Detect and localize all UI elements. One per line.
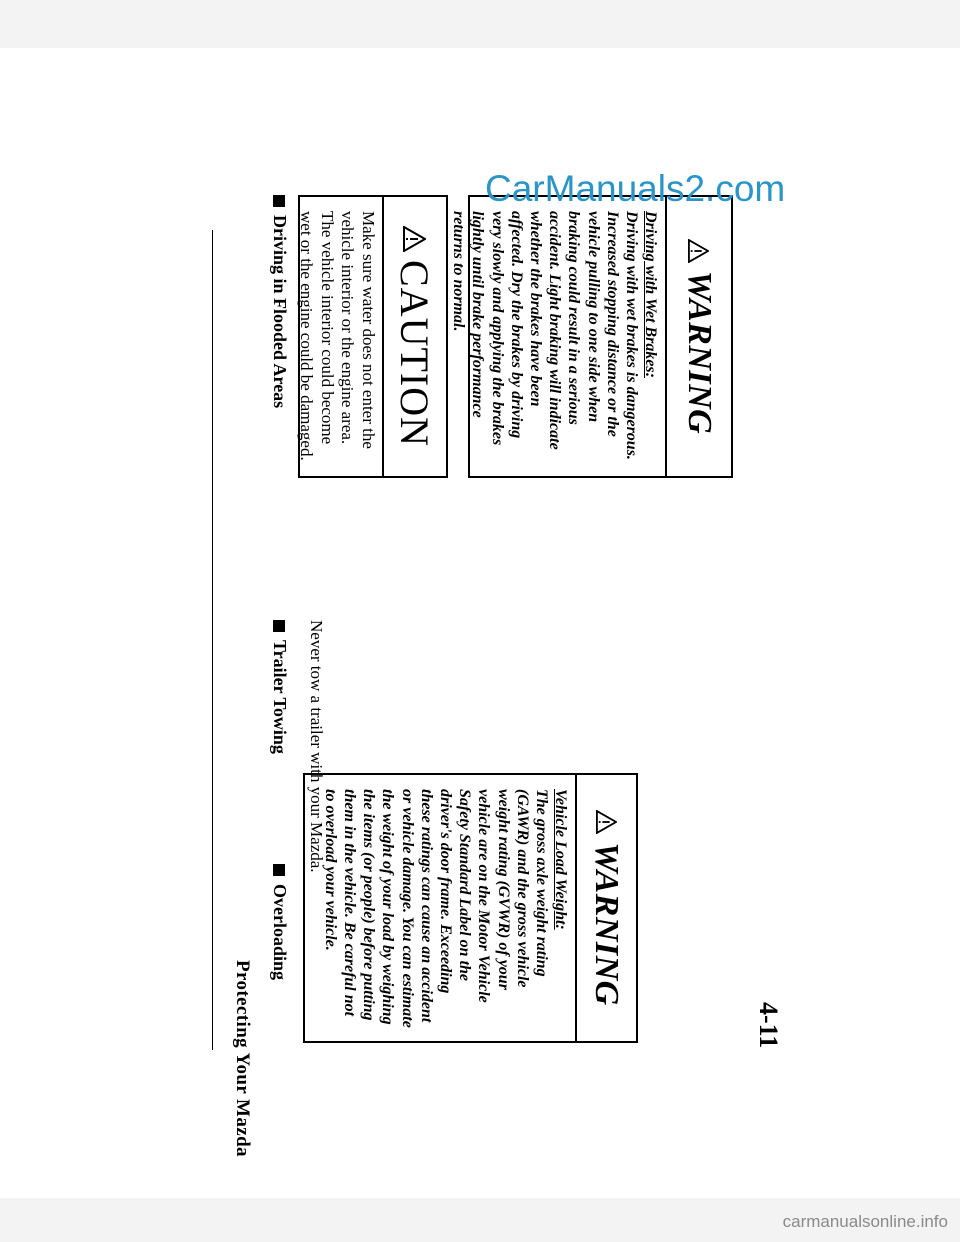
header-rule	[212, 230, 213, 1050]
warning-triangle-icon	[404, 226, 427, 252]
warning-box-wet-brakes	[450, 195, 733, 478]
warning-text-load-weight: The gross axle weight rating (GAWR) and the gross vehicle weight rating (GVWR) of your vehicle are on the Motor Vehicle Safety Standard Label on the driver's door frame. Exceeding these ratings can cause an accident or vehicle damage. You can estimate the weight of your load by weighing the items (or people) before putting them in the vehicle. Be careful not to overload your vehicle.	[321, 789, 550, 1028]
caution-title: CAUTION	[392, 260, 438, 447]
warning-subtitle-load-weight: Vehicle Load Weight:	[552, 789, 569, 930]
warning-body-wet-brakes	[449, 211, 660, 466]
section-heading-trailer-text: Trailer Towing	[270, 640, 290, 754]
warning-title-load-weight: WARNING	[588, 842, 626, 1006]
section-heading-trailer	[269, 620, 290, 754]
warning-body-load-weight	[321, 789, 570, 1031]
bullet-square-icon	[274, 620, 286, 632]
warning-triangle-icon	[596, 810, 617, 834]
page-number: 4-11	[754, 1002, 783, 1049]
watermark-carmanuals2: CarManuals2.com	[485, 168, 786, 209]
warning-divider-load-weight	[575, 775, 577, 1041]
warning-title-wet-brakes: WARNING	[681, 270, 718, 435]
caution-text: Make sure water does not enter the vehicle interior or the engine area. The vehicle interior could become wet or the engine could be damaged.	[297, 211, 378, 461]
warning-subtitle-wet-brakes: Driving with Wet Brakes:	[642, 211, 659, 378]
caution-box	[298, 195, 448, 478]
warning-header-wet-brakes	[667, 197, 731, 476]
watermark-carmanualsonline: carmanualsonline.info	[782, 1212, 948, 1231]
page-header-title: Protecting Your Mazda	[232, 960, 253, 1157]
section-heading-flooded-text: Driving in Flooded Areas	[270, 215, 290, 409]
bullet-square-icon	[274, 195, 286, 207]
warning-box-load-weight	[303, 773, 638, 1043]
section-heading-overloading-text: Overloading	[270, 884, 290, 981]
section-heading-flooded	[269, 195, 290, 408]
warning-triangle-icon	[689, 239, 710, 263]
trailer-towing-text: Never tow a trailer with your Mazda.	[307, 620, 326, 873]
warning-header-load-weight	[577, 775, 636, 1041]
caution-divider	[382, 197, 384, 476]
warning-divider-wet-brakes	[665, 197, 667, 476]
warning-text-wet-brakes: Driving with wet brakes is dangerous. Increased stopping distance or the vehicle pulling to one side when braking could result in a serious accident. Light braking will indicate whether the brakes have been affected. Dry the brakes by driving very slowly and applying the brakes lightly until brake performance returns to normal.	[450, 211, 640, 460]
caution-header	[384, 197, 446, 476]
bullet-square-icon	[274, 864, 286, 876]
section-heading-overloading	[269, 864, 290, 980]
